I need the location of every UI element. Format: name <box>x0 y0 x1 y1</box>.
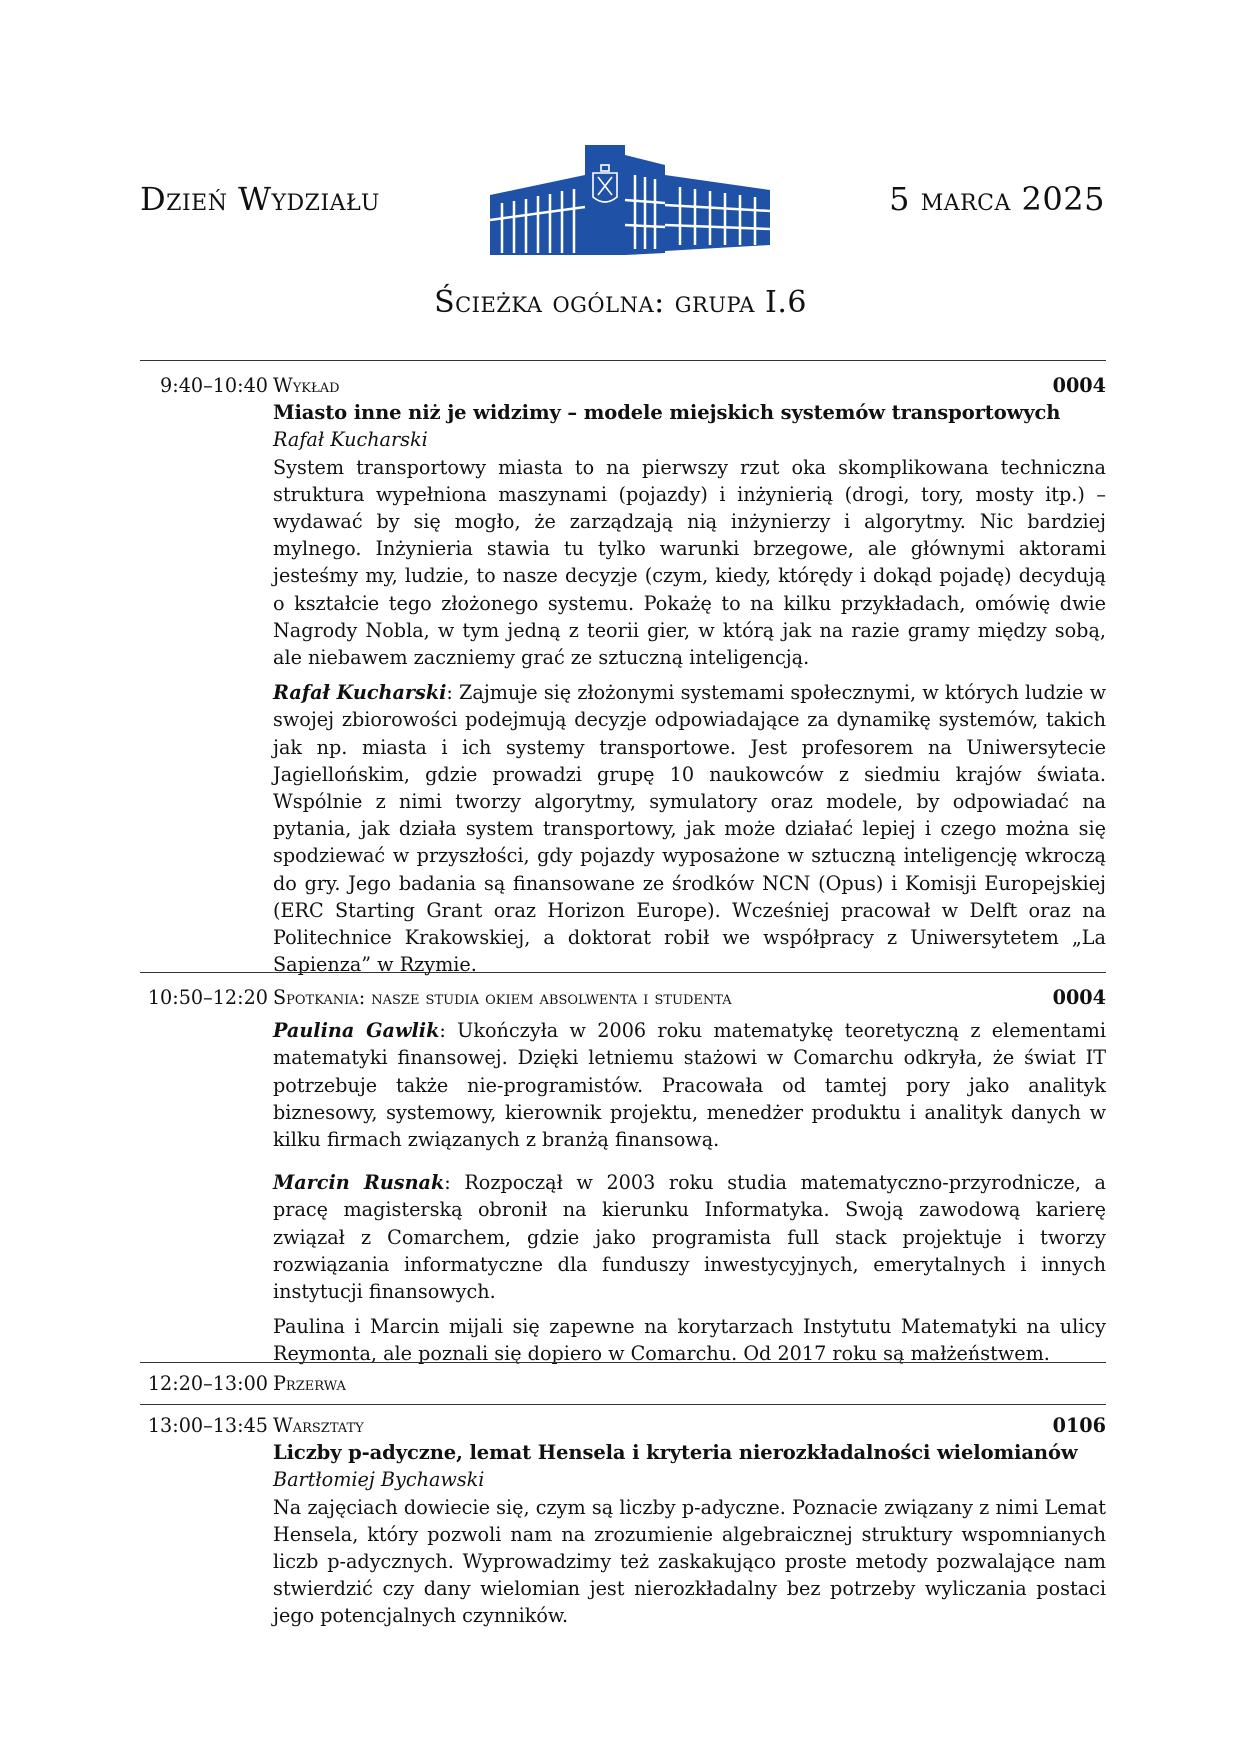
session-type: Wykład <box>273 374 340 397</box>
bio-text: : Zajmuje się złożonymi systemami społecznymi, w których ludzie w swojej zbiorowości podejmują decyzje odpowiadające za dynamikę systemów, takich jak np. miasta i ich systemy transportowe. Jest profesorem na Uniwersytecie Jagiellońskim, gdzie prowadzi grupę 10 naukowców z siedmiu krajów świata. Wspólnie z nimi tworzy algorytmy, symulatory oraz modele, by odpowiadać na pytania, jak działa system transportowy, jak może działać lepiej i czego można się spodziewać w przyszłości, gdy pojazdy wyposażone w sztuczną inteligencję wkroczą do gry. Jego badania są finansowane ze środków NCN (Opus) i Komisji Europejskiej (ERC Starting Grant oraz Horizon Europe). Wcześniej pracował w Delft oraz na Politechnice Krakowskiej, a doktorat robił we współpracy z Uniwersytetem „La Sapienza” w Rzymie. <box>273 681 1106 977</box>
talk-abstract: Na zajęciach dowiecie się, czym są liczby p-adyczne. Poznacie związany z nimi Lemat Hensela, który pozwoli nam na zrozumienie algebraicznej struktury wspomnianych liczb p-adycznych. Wyprowadzimy też zaskakująco proste metody pozwalające nam stwierdzić czy dany wielomian jest nierozkładalny bez potrzeby wyliczania postaci jego potencjalnych czynników. <box>273 1495 1106 1628</box>
session-room: 0106 <box>1052 1414 1106 1437</box>
session-time: 12:20–13:00 <box>147 1372 268 1395</box>
bio-text: : Rozpoczął w 2003 roku studia matematyczno-przyrodnicze, a pracę magisterską obronił na kierunku Informatyka. Swoją zawodową karierę związał z Comarchem, gdzie jako programista full stack projektuje i tworzy rozwiązania informatyczne dla funduszy inwestycyjnych, emerytalnych i innych instytucji finansowych. <box>273 1171 1107 1304</box>
session-room: 0004 <box>1052 374 1106 397</box>
session-divider <box>140 360 1106 361</box>
session-break <box>140 1370 1106 1397</box>
speaker-bio <box>273 1017 1106 1153</box>
track-title: Ścieżka ogólna: grupa I.6 <box>434 285 807 320</box>
session-note: Paulina i Marcin mijali się zapewne na korytarzach Instytutu Matematyki na ulicy Reymonta, ale poznali się dopiero w Comarchu. Od 2017 roku są małżeństwem. <box>273 1315 1106 1366</box>
session-divider <box>140 1362 1106 1363</box>
session-type: Warsztaty <box>273 1414 364 1437</box>
session-workshop <box>140 1412 1106 1630</box>
bio-name: Rafał Kucharski <box>273 681 447 705</box>
session-time: 9:40–10:40 <box>160 374 268 397</box>
bio-text: : Ukończyła w 2006 roku matematykę teoretyczną z elementami matematyki finansowej. Dzięki letniemu stażowi w Comarchu odkryła, że świat IT potrzebuje także nie-programistów. Pracowała od tamtej pory jako analityk biznesowy, systemowy, kierownik projektu, menedżer produktu i analityk danych w kilku firmach związanych z branżą finansową. <box>273 1019 1106 1151</box>
session-time: 13:00–13:45 <box>147 1414 268 1437</box>
session-room: 0004 <box>1052 986 1106 1009</box>
talk-speaker: Bartłomiej Bychawski <box>273 1468 485 1492</box>
bio-name: Paulina Gawlik <box>273 1019 440 1043</box>
talk-speaker: Rafał Kucharski <box>273 428 428 452</box>
talk-title: Liczby p-adyczne, lemat Hensela i kryteria nierozkładalności wielomianów <box>273 1441 1078 1465</box>
event-date: 5 marca 2025 <box>889 180 1105 218</box>
talk-abstract: System transportowy miasta to na pierwszy rzut oka skomplikowana techniczna struktura wypełniona maszynami (pojazdy) i inżynierią (drogi, tory, mosty itp.) – wydawać by się mogło, że zarządzają nią inżynierzy i algorytmy. Nic bardziej mylnego. Inżynieria stawia tu tylko warunki brzegowe, ale głównymi aktorami jesteśmy my, ludzie, to nasze decyzje (czym, kiedy, którędy i dokąd pojadę) decydują o kształcie tego złożonego systemu. Pokażę to na kilku przykładach, omówię dwie Nagrody Nobla, w tym jedną z teorii gier, w którą jak na razie gramy między sobą, ale niebawem zaczniemy grać ze sztuczną inteligencją. <box>273 455 1106 670</box>
session-lecture <box>140 372 1106 978</box>
session-meetings <box>140 984 1106 1368</box>
session-type: Przerwa <box>273 1372 346 1395</box>
talk-title: Miasto inne niż je widzimy – modele miejskich systemów transportowych <box>273 401 1061 425</box>
faculty-building-logo-icon <box>490 145 770 265</box>
bio-name: Marcin Rusnak <box>273 1171 445 1195</box>
session-time: 10:50–12:20 <box>147 986 268 1009</box>
speaker-bio <box>273 679 1106 978</box>
session-divider <box>140 972 1106 973</box>
session-divider <box>140 1404 1106 1405</box>
event-title: Dzień Wydziału <box>140 180 380 218</box>
speaker-bio <box>273 1169 1106 1305</box>
session-type: Spotkania: nasze studia okiem absolwenta i studenta <box>273 986 732 1009</box>
